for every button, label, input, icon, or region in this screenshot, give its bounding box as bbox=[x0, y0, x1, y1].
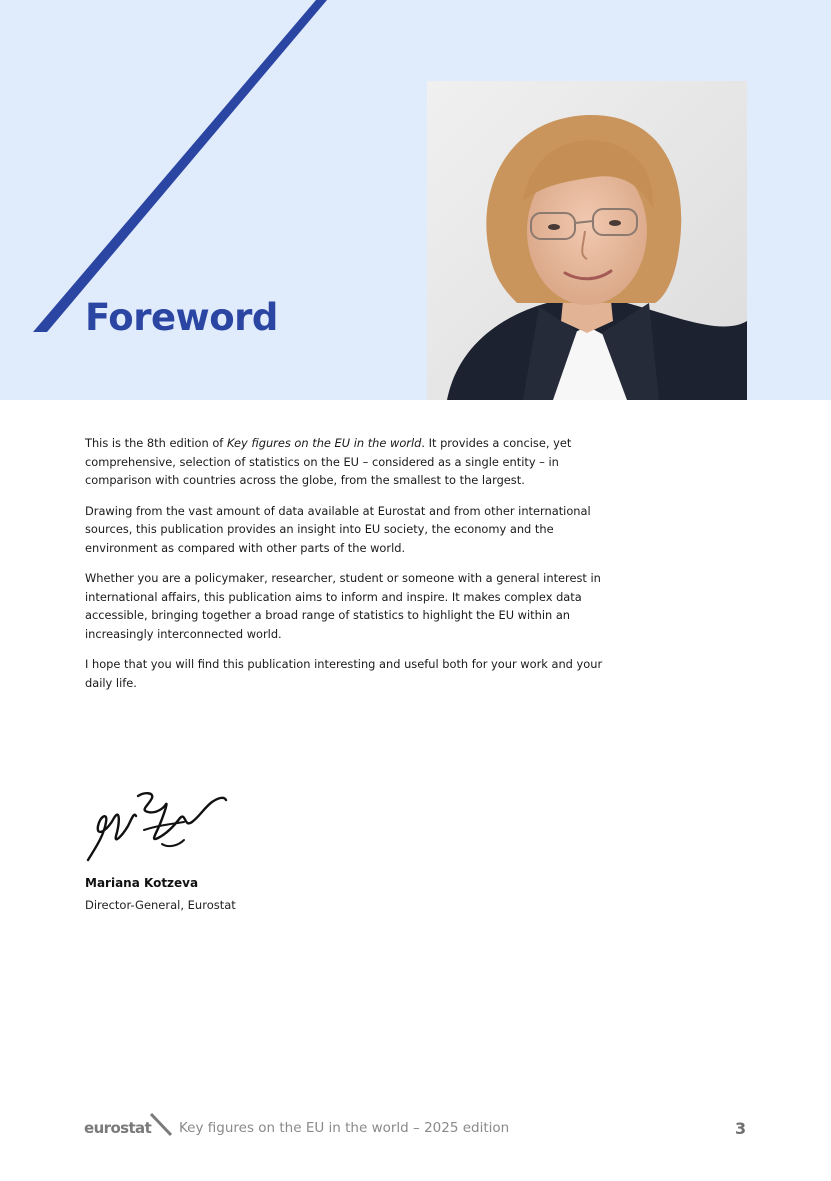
handwritten-signature bbox=[84, 786, 234, 866]
diagonal-stripe bbox=[0, 0, 340, 340]
paragraph-audience: Whether you are a policymaker, researcher, student or someone with a general interest in international affairs, this publication aims to inform and inspire. It makes complex data accessible, bringing together a broad range of statistics to highlight the EU within an increasingly interconnected world. bbox=[85, 571, 601, 641]
eurostat-logo: eurostat bbox=[84, 1119, 152, 1137]
paragraph-intro: This is the 8th edition of Key figures on the EU in the world. It provides a concise, yet comprehensive, selection of statistics on the EU – considered as a single entity – in comparison with countries across the globe, from the smallest to the largest. bbox=[85, 436, 572, 487]
paragraph-sources: Drawing from the vast amount of data available at Eurostat and from other international sources, this publication provides an insight into EU society, the economy and the environment as compared with other parts of the world. bbox=[85, 503, 591, 555]
eurostat-slash-icon bbox=[148, 1112, 174, 1138]
publication-title-emphasis: Key figures on the EU in the world bbox=[226, 436, 422, 450]
hero-banner bbox=[0, 0, 831, 400]
page-number: 3 bbox=[735, 1119, 747, 1138]
signatory-name: Mariana Kotzeva bbox=[85, 876, 199, 890]
signatory-role: Director-General, Eurostat bbox=[85, 898, 236, 912]
foreword-body bbox=[85, 434, 620, 704]
page-title: Foreword bbox=[85, 296, 278, 339]
paragraph-closing: I hope that you will find this publication interesting and useful both for your work and your daily life. bbox=[85, 657, 603, 690]
footer-publication-title: Key figures on the EU in the world – 2025 edition bbox=[179, 1120, 510, 1136]
portrait-photo bbox=[427, 81, 747, 400]
